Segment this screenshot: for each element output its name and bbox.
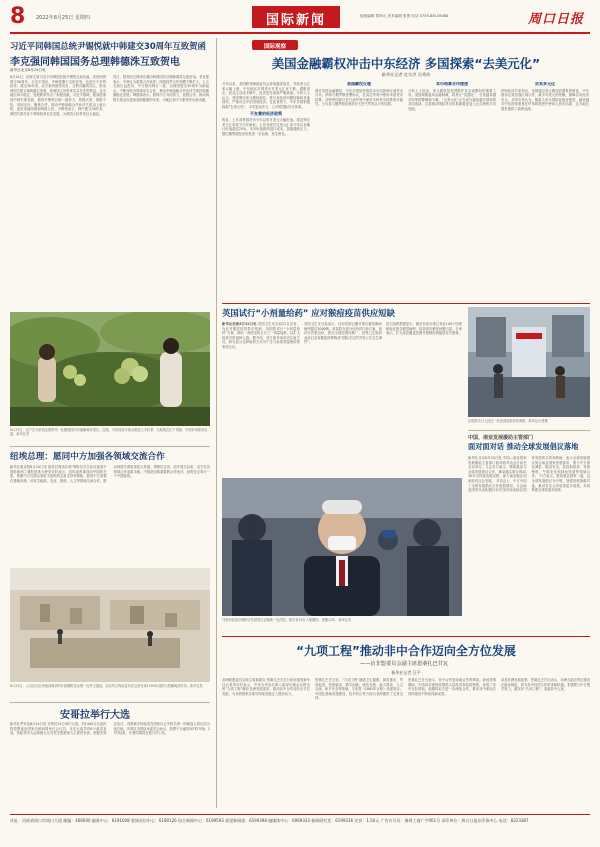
archaeology-site-image (10, 568, 210, 682)
angola-headline: 安哥拉举行大选 (60, 710, 130, 721)
issue-date: 2022年8月25日 星期四 (36, 15, 90, 21)
excavation-photo-caption: 8月23日，人们在以色列南部城市阿什凯隆附近参观一处考古遗址。以色列文物局宣布在这里发现1500年前的大型葡萄酒作坊。新华社发 (10, 684, 203, 688)
feature-byline: 新华社记者 吐尔洪 冯秀珍 (381, 72, 431, 77)
najib-photo-caption: 马来西亚前总理纳吉布被带往吉隆坡一处法院。纳吉布23日入狱服刑，刑期12年。新华社发 (222, 618, 352, 622)
bottom-col-2: 恩桑扎巴甘瓦说，“九项工程”涵盖卫生健康、减贫惠农、贸易促进、投资驱动、数字创新、绿色发展、能力建设、人文交流、和平安全等领域，与非盟《2063年议程》高度契合。中国在基础设施建设、技术转让等方面为非洲提供了宝贵支持。 (315, 678, 403, 701)
newspaper-logo: 周口日报 (528, 12, 585, 27)
angola-body: 新华社罗安达8月24日电 安哥拉24日举行大选，约1400万名选民将投票选出国家总统和国民议会议员。本次大选共有8个政党参选，执政党安人运和最大反对党安盟被视为主要竞争者。根据安哥拉宪法，得票最多的政党在国民议会中排名第一的候选人将自动当选总统。安哥拉全国选举委员会表示，投票于当地时间7时开始，17时结束，计票结果将在数日内公布。 (10, 722, 210, 736)
dialogue-kicker: 中国、南亚发展援助主管部门 (468, 435, 534, 441)
headline-line2: 李克强同韩国国务总理韩德洙互致贺电 (10, 57, 180, 68)
uk-col-3: 世卫组织数据显示，截至目前全球已有近100个国家和地区报告猴痘病例，疫苗供应紧张问题凸显。专家表示，扩大疫苗覆盖范围对遏制疫情蔓延至关重要。 (386, 322, 462, 336)
footer-info: 社址：河南省周口市周口大道 邮编：466000 编务中心：6191608 要闻采访中心：6190126 综合新闻中心：6199593 视觉新闻部：6199398 融媒体中心：6069333 新闻研究室：6199316 定价：1.50元 广告许可证：豫周工商广字001号 承印单位：周口日报社印务中心 电话：8223387 (10, 818, 529, 823)
feature-subhead-4: 贸易多元化 (535, 82, 555, 86)
feature-col-4 (501, 82, 589, 296)
column-divider (216, 38, 217, 808)
feature-col-2 (315, 82, 403, 296)
divider-niue (10, 446, 210, 447)
dateline: 新华社北京8月24日电 (10, 68, 46, 72)
feature-body-4: 分析人士指出，美元霸权是美国维护其全球霸权的重要工具。美国频繁滥用金融制裁，将美元“武器化”，引发越来越多国家的警惕和不满。“去美元化”正在成为越来越多国家的共同选择，这将推动国际货币体系朝着更加公正合理的方向发展。 (408, 88, 496, 111)
dialogue-body-1: 新华社北京8月24日电 中国—南亚国家发展援助主管部门面对面对话会日前在北京举行。与会各方表示，愿积极参与全球发展倡议合作，推动落实联合国2030年可持续发展议程，助力南亚地区国家经济社会发展。 (468, 456, 527, 483)
feature-body-3: 面对美国金融霸权，中东多国加快推进本币结算和区域货币合作。伊朗与俄罗斯签署协议，在双边贸易中使用本国货币结算。沙特等国探讨在石油贸易中使用多种货币结算的可能性。土耳其与俄罗斯同意部分天然气贸易以卢布结算。 (315, 88, 403, 107)
uk-col-2: 英国卫生安全局表示，目前英国已累计报告猴痘确诊病例超过3000例。该局将在部分诊所试行新方案，如试行效果良好，将在全国范围内推广。世界卫生组织此前已宣布猴痘疫情构成“国际关注的突发公共卫生事件”。 (304, 322, 382, 345)
najib-court-image (222, 478, 462, 616)
body-col-left: 8月24日，国家主席习近平同韩国总统尹锡悦互致贺函，庆祝两国建交30周年。习近平指出，中韩是搬不走的近邻，也是分不开的伙伴。建交30年来，双方秉持睦邻友好、互利共赢的初心，推动两国关系实现跨越式发展，给两国人民带来实实在在的利益，也为地区和平稳定、发展繁荣作出了积极贡献。习近平强调，我高度重视中韩关系发展，愿同尹锡悦总统一道努力，把握大势，排除干扰，巩固友好，聚焦合作，推动中韩战略合作伙伴关系迈上新台阶，更好造福两国和两国人民。尹锡悦表示，韩中建交30年来，两国关系在各个领域取得长足发展，为两国人民带来巨大福祉。 (10, 75, 106, 116)
dialogue-headline: 面对面对话 推动全球发展倡议落地 (468, 442, 579, 451)
feature-body-1: 今年以来，美国联邦储备委员会持续激进加息，导致美元汇率大幅上涨，中东地区多国货币对美元汇率下跌，通胀高企，民众生活成本攀升，经济复苏面临严峻挑战。分析人士认为，美国利用美元霸权地位，将自身经济问题转嫁给其他国家，严重冲击中东国家经济。在此背景下，中东多国积极探索“去美元化”，寻求更加多元、公平的国际货币体系。 (222, 82, 310, 109)
feature-col-1 (222, 82, 310, 296)
feature-headline: 美国金融霸权冲击中东经济 多国探索“去美元化” (271, 56, 541, 71)
dialogue-body-2: 对话会上，中方介绍了全球发展倡议合作进展情况。与会南亚国家代表积极评价中国对南亚地区国家发展的支持和帮助，表示全球发展倡议契合南亚国家发展需求，愿与中方深化减贫、粮食安全、抗疫和疫苗、发展筹资、气候变化和绿色发展等领域合作。 (468, 456, 590, 493)
london-street-image (468, 307, 590, 417)
london-photo (468, 307, 590, 417)
feature-body-5: 伊朗经济学家指出，美国通过美元霸权收割世界财富，中东国家必须加强区域合作，减少对美元的依赖，保障自身经济安全。多国专家认为，随着人民币国际化稳步推进，越来越多中东国家愿意在贸易和投资中使用人民币结算，这为地区国家提供了新的选择。 (501, 88, 589, 111)
feature-subhead-2: 美国霸权反噬 (347, 82, 371, 86)
dialogue-body (468, 456, 590, 634)
excavation-photo (10, 568, 210, 682)
masthead-rule (10, 32, 590, 34)
bottom-feature-headline: “九项工程”推动非中合作迈向全方位发展 (296, 644, 516, 658)
bottom-col-1: 非洲联盟委员会副主席莫妮克·恩桑扎巴甘瓦日前在接受新华社记者采访时表示，中非合作论坛第八届部长级会议提出的“九项工程”顺应非洲发展需求，推动非中合作迈向全方位发展，为非洲国家实现可持续发展注入强劲动力。 (222, 678, 310, 696)
grape-photo-caption: 8月23日，农户在马来西亚霹雳州一处榴莲园内采摘葡萄状果实。近期，马来西亚多地水果进入丰收季，当地果农忙于采摘，中国市场需求旺盛。新华社发 (10, 428, 208, 437)
headline-line1: 习近平同韩国总统尹锡悦就中韩建交30周年互致贺函 (10, 41, 206, 51)
divider-dialogue (468, 430, 590, 431)
bottom-feature-byline: 新华社记者 汪平 (391, 670, 421, 675)
uk-headline: 英国试行“小剂量给药” 应对猴痘疫苗供应短缺 (222, 308, 396, 318)
editors-line: 组版编辑 郑炜元 美术编辑 张勇 电话 0755-88135088 (360, 14, 449, 18)
feature-subhead-3: 本币结算合作提速 (436, 82, 468, 86)
feature-subhead-1: 不友善的经济政策 (250, 110, 282, 116)
dialogue-body-3: 中方表示，愿同南亚国家一道，以全球发展倡议为引领，加强发展战略对接，推动务实合作取得更多成果，共同构建全球发展共同体。 (531, 474, 590, 493)
niue-headline: 纽埃总理：愿同中方加强各领域交流合作 (10, 452, 165, 462)
footer-rule (10, 814, 590, 815)
bottom-col-3: 恩桑扎巴甘瓦表示，非中合作是南南合作的典范。新冠疫情期间，中国向非洲国家提供大量疫苗和抗疫物资，体现了非中友好情谊。她期待双方进一步深化合作，推动非中命运共同体建设不断取得新成果。 (408, 678, 496, 696)
london-photo-caption: 伦敦街头行人经过一处疫苗接种宣传海报。新华社记者摄 (468, 419, 548, 423)
kicker-label: 国际观察 (263, 43, 287, 50)
grape-harvest-image (10, 312, 210, 426)
najib-photo (222, 478, 462, 616)
uk-body-1: 英国卫生安全局22日宣布，为应对猴痘疫苗供应短缺，英国将试行“小剂量给药”方案，即用一剂疫苗的五分之一剂量接种，以扩大疫苗可供接种人群。据介绍，该方案采用皮内注射方式，研究显示这种给药方式可产生与标准剂量相似的免疫反应。 (222, 322, 300, 349)
feature-body-2: 埃及、土耳其等国货币今年以来对美元大幅贬值。埃及镑兑美元汇率创下历史新低，土耳其里拉兑美元汇率今年以来累计贬值超过25%。本币贬值推高进口成本，加剧通胀压力。黎巴嫩等国经济危机进一步加深，民生困苦。 (222, 118, 310, 136)
page-number: 8 (10, 4, 26, 29)
feature-col-3 (408, 82, 496, 296)
grape-photo (10, 312, 210, 426)
uk-dateline: 新华社伦敦8月22日电 (222, 322, 257, 326)
bottom-feature-subhead: ——访非盟委员会副主席恩桑扎巴甘瓦 (360, 661, 449, 667)
main-feature (222, 38, 590, 300)
section-title: 国际新闻 (265, 13, 326, 28)
left-top-story (10, 38, 210, 306)
divider-uk (222, 303, 590, 304)
uk-col-1 (222, 322, 300, 474)
body-col-right: 同日，国务院总理李克强同韩国国务总理韩德洙互致贺电。李克强表示，中韩互为重要合作伙伴，两国经贸合作规模不断扩大，人文交流日益密切。中方愿同韩方一道，以两国建交30周年为新起点，不断深化各领域务实合作，推动中韩战略合作伙伴关系持续健康稳定发展。韩德洙表示，愿同中方共同努力，加强合作，推动两国关系迈向更加成熟健康的未来，为地区和平与繁荣作出新贡献。 (113, 75, 209, 102)
divider-angola (10, 702, 210, 703)
masthead (0, 0, 600, 36)
bottom-col-4: 谈及非洲发展前景，恩桑扎巴甘瓦表示，非洲大陆自贸区建设正稳步推进，将为非中经贸合作带来新机遇。非盟愿与中方携手努力，落实好“九项工程”，造福非中人民。 (501, 678, 590, 692)
divider-bottom-feature (222, 636, 590, 637)
niue-body: 新华社惠灵顿8月24日电 纽埃总理达尔顿·塔格拉吉日前在接受中国驻新西兰兼驻纽埃大使采访时表示，纽埃高度重视同中国的关系，感谢中方长期以来给予纽埃的宝贵支持和帮助，愿同中方加强在基础设施、可再生能源、农业、旅游、人文等领域交流合作，推动两国关系取得更大发展。塔格拉吉说，纽中建交以来，双方在各领域合作成果丰硕。中国是纽埃重要的合作伙伴，纽埃坚定奉行一个中国原则。 (10, 465, 210, 483)
